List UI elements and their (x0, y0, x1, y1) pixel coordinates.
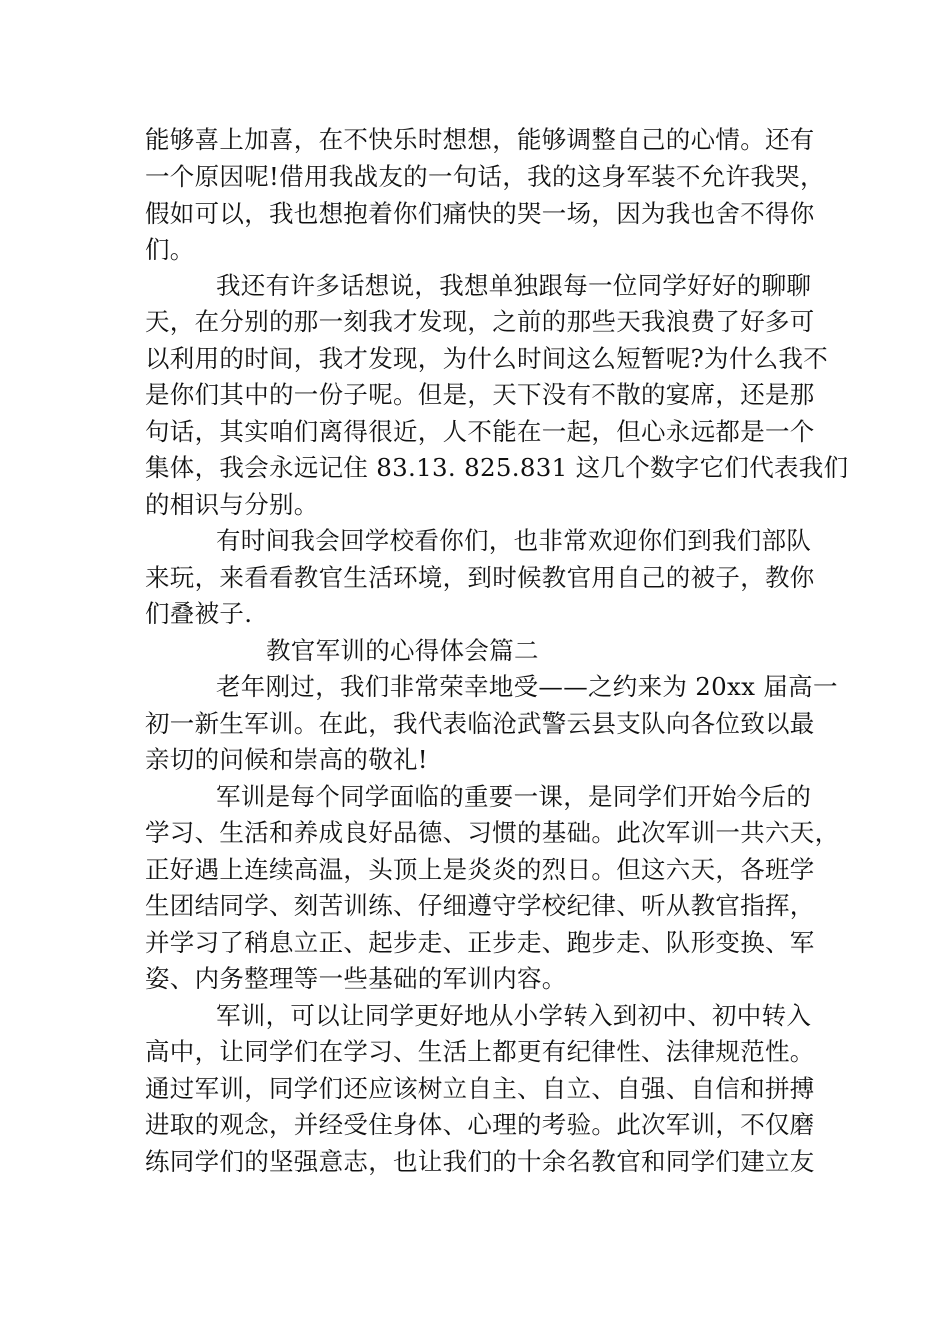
text-line: 假如可以，我也想抱着你们痛快的哭一场，因为我也舍不得你 (145, 199, 815, 228)
text-line: 姿、内务整理等一些基础的军训内容。 (145, 964, 567, 993)
text-line: 正好遇上连续高温，头顶上是炎炎的烈日。但这六天，各班学 (145, 855, 815, 884)
text-line: 一个原因呢!借用我战友的一句话，我的这身军装不允许我哭， (145, 162, 825, 191)
text-line: 初一新生军训。在此，我代表临沧武警云县支队向各位致以最 (145, 709, 815, 738)
text-line: 是你们其中的一份子呢。但是，天下没有不散的宴席，还是那 (145, 380, 815, 409)
paragraph-first-line: 老年刚过，我们非常荣幸地受——之约来为 20xx 届高一 (216, 672, 838, 701)
text-line: 以利用的时间，我才发现，为什么时间这么短暂呢?为什么我不 (145, 344, 829, 373)
text-line: 天，在分别的那一刻我才发现，之前的那些天我浪费了好多可 (145, 307, 815, 336)
text-line: 进取的观念，并经受住身体、心理的考验。此次军训，不仅磨 (145, 1110, 815, 1139)
text-line: 集体，我会永远记住 83.13. 825.831 这几个数字它们代表我们 (145, 453, 849, 482)
text-line: 们。 (145, 235, 195, 264)
text-line: 的相识与分别。 (145, 490, 319, 519)
text-line: 生团结同学、刻苦训练、仔细遵守学校纪律、听从教官指挥， (145, 891, 815, 920)
paragraph-first-line: 我还有许多话想说，我想单独跟每一位同学好好的聊聊 (216, 271, 812, 300)
section-heading: 教官军训的心得体会篇二 (266, 636, 539, 665)
text-line: 能够喜上加喜，在不快乐时想想，能够调整自己的心情。还有 (145, 125, 815, 154)
text-line: 并学习了稍息立正、起步走、正步走、跑步走、队形变换、军 (145, 928, 815, 957)
text-line: 通过军训，同学们还应该树立自主、自立、自强、自信和拼搏 (145, 1074, 815, 1103)
paragraph-first-line: 军训，可以让同学更好地从小学转入到初中、初中转入 (216, 1001, 812, 1030)
text-line: 来玩，来看看教官生活环境，到时候教官用自己的被子，教你 (145, 563, 815, 592)
text-line: 练同学们的坚强意志，也让我们的十余名教官和同学们建立友 (145, 1147, 815, 1176)
text-line: 们叠被子. (145, 599, 253, 628)
text-line: 高中，让同学们在学习、生活上都更有纪律性、法律规范性。 (145, 1037, 815, 1066)
paragraph-first-line: 军训是每个同学面临的重要一课，是同学们开始今后的 (216, 782, 812, 811)
text-line: 学习、生活和养成良好品德、习惯的基础。此次军训一共六天， (145, 818, 840, 847)
paragraph-first-line: 有时间我会回学校看你们，也非常欢迎你们到我们部队 (216, 526, 812, 555)
text-line: 亲切的问候和崇高的敬礼! (145, 745, 428, 774)
text-line: 句话，其实咱们离得很近，人不能在一起，但心永远都是一个 (145, 417, 815, 446)
